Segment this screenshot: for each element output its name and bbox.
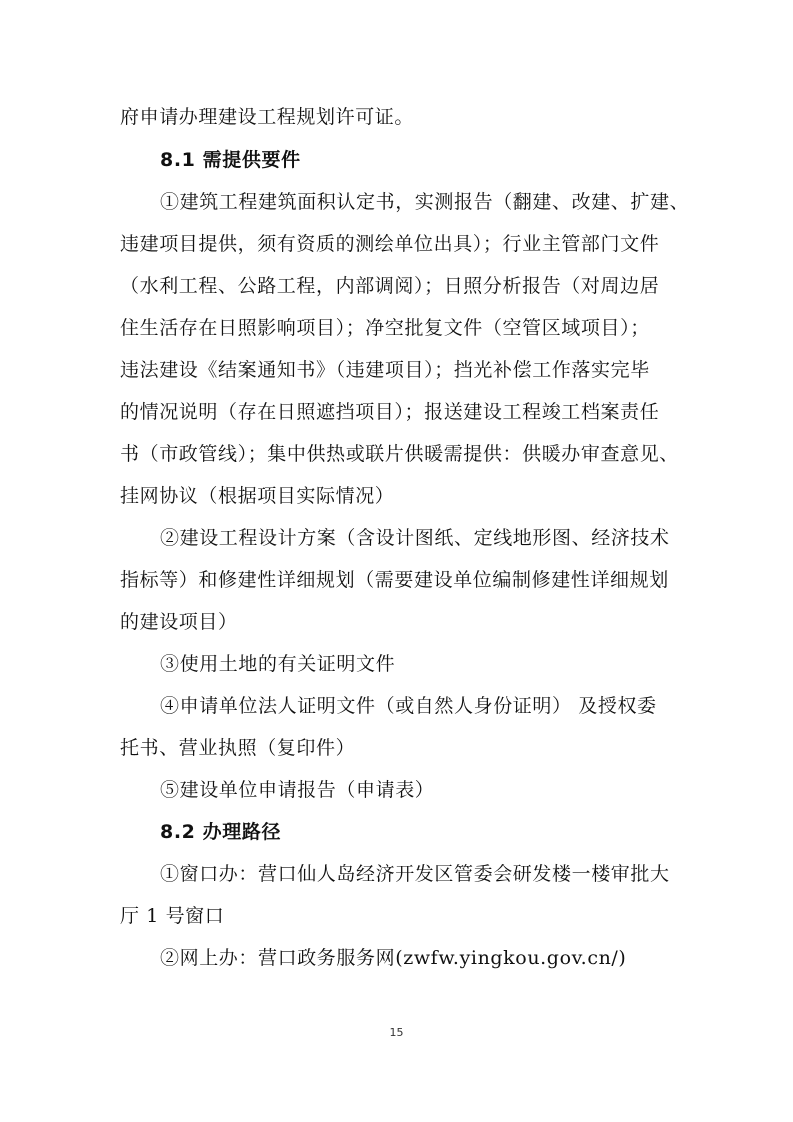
item4-line-1: ④申请单位法人证明文件（或自然人身份证明） 及授权委 [160, 695, 657, 717]
item5-line-1: ⑤建设单位申请报告（申请表） [160, 779, 435, 801]
intro-paragraph-tail: 府申请办理建设工程规划许可证。 [120, 106, 415, 128]
item1-line-8: 挂网协议（根据项目实际情况） [120, 485, 395, 507]
section-heading-8-1: 8.1 需提供要件 [160, 149, 301, 171]
path2-line-1: ②网上办：营口政务服务网(zwfw.yingkou.gov.cn/) [160, 947, 627, 969]
item1-line-6: 的情况说明（存在日照遮挡项目）；报送建设工程竣工档案责任 [120, 401, 660, 423]
path1-line-1: ①窗口办：营口仙人岛经济开发区管委会研发楼一楼审批大 [160, 863, 670, 885]
item1-line-7: 书（市政管线）；集中供热或联片供暖需提供：供暖办审查意见、 [120, 443, 679, 465]
item2-line-3: 的建设项目） [120, 611, 238, 633]
item4-line-2: 托书、营业执照（复印件） [120, 737, 356, 759]
path1-line-2: 厅 1 号窗口 [120, 905, 225, 927]
item1-line-5: 违法建设《结案通知书》（违建项目）；挡光补偿工作落实完毕 [120, 359, 650, 381]
item1-line-3: （水利工程、公路工程，内部调阅）；日照分析报告（对周边居 [120, 275, 660, 297]
item1-line-2: 违建项目提供，须有资质的测绘单位出具）；行业主管部门文件 [120, 233, 660, 255]
item1-line-4: 住生活存在日照影响项目）；净空批复文件（空管区域项目）； [120, 317, 650, 339]
section-heading-8-2: 8.2 办理路径 [160, 821, 282, 843]
item2-line-1: ②建设工程设计方案（含设计图纸、定线地形图、经济技术 [160, 527, 670, 549]
item3-line-1: ③使用土地的有关证明文件 [160, 653, 396, 675]
item1-line-1: ①建筑工程建筑面积认定书，实测报告（翻建、改建、扩建、 [160, 191, 690, 213]
page-number: 15 [389, 1026, 404, 1039]
item2-line-2: 指标等）和修建性详细规划（需要建设单位编制修建性详细规划 [120, 569, 669, 591]
